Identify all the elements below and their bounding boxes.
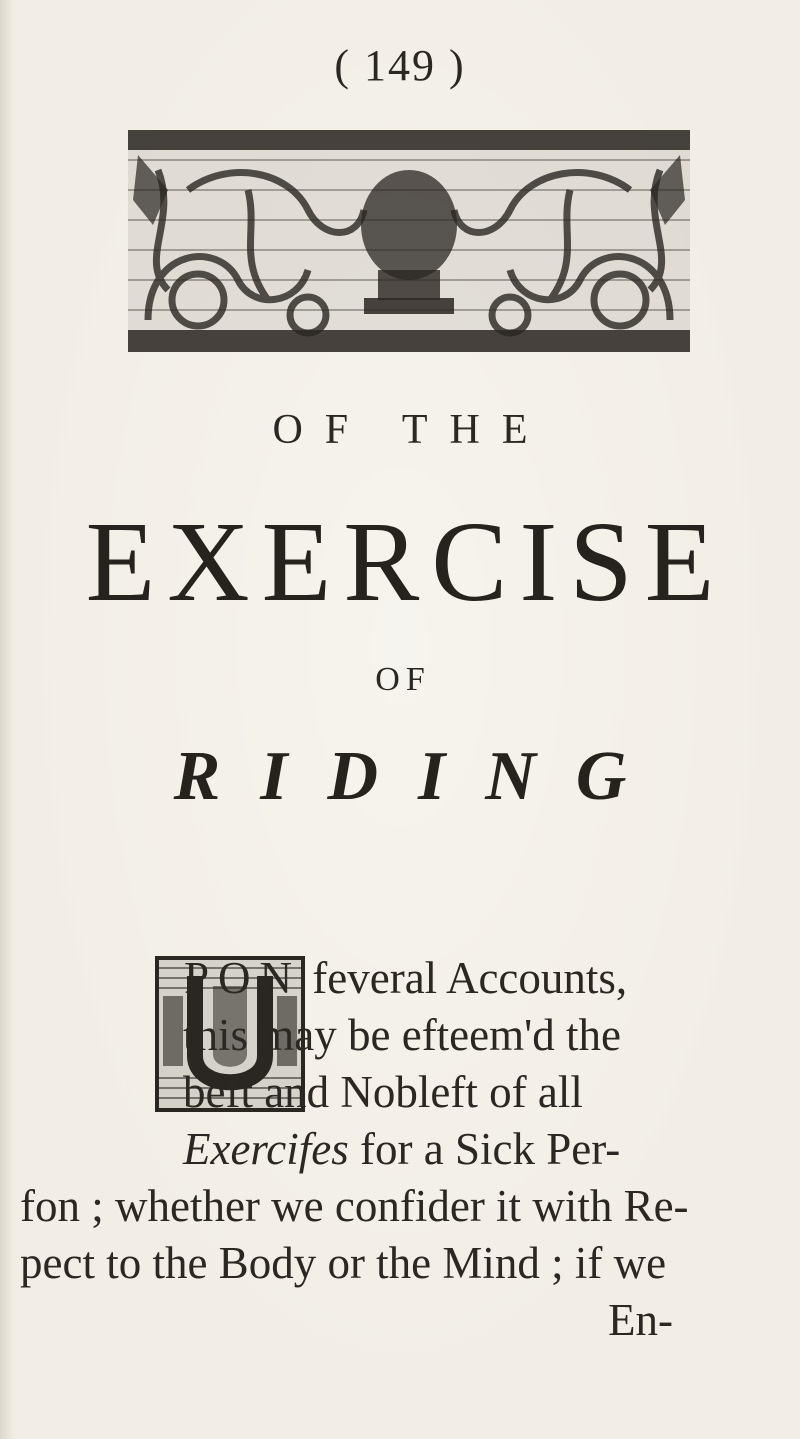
body-line-1-rest: feveral Accounts, <box>301 953 628 1003</box>
body-line-5: fon ; whether we confider it with Re- <box>20 1181 689 1231</box>
title-exercise: EXERCISE <box>85 498 727 625</box>
page-gutter-shadow <box>0 0 14 1439</box>
body-line-3: beft and Nobleft of all <box>183 1067 583 1117</box>
body-line-1 <box>184 953 628 1003</box>
catchword: En- <box>608 1295 673 1345</box>
title-of-the: OF THE <box>272 407 550 453</box>
body-line-6: pect to the Body or the Mind ; if we <box>20 1238 667 1288</box>
body-line-2: this may be efteem'd the <box>183 1010 621 1060</box>
body-line-4-italic: Exercifes <box>183 1124 349 1174</box>
headpiece-ornament-icon <box>128 130 690 352</box>
body-line-4 <box>183 1124 621 1174</box>
page-number: ( 149 ) <box>334 41 466 90</box>
title-riding: RIDING <box>173 738 667 815</box>
body-line-1-opening: PON <box>184 953 302 1003</box>
body-line-4-rest: for a Sick Per- <box>348 1124 621 1174</box>
title-of: OF <box>375 661 431 698</box>
